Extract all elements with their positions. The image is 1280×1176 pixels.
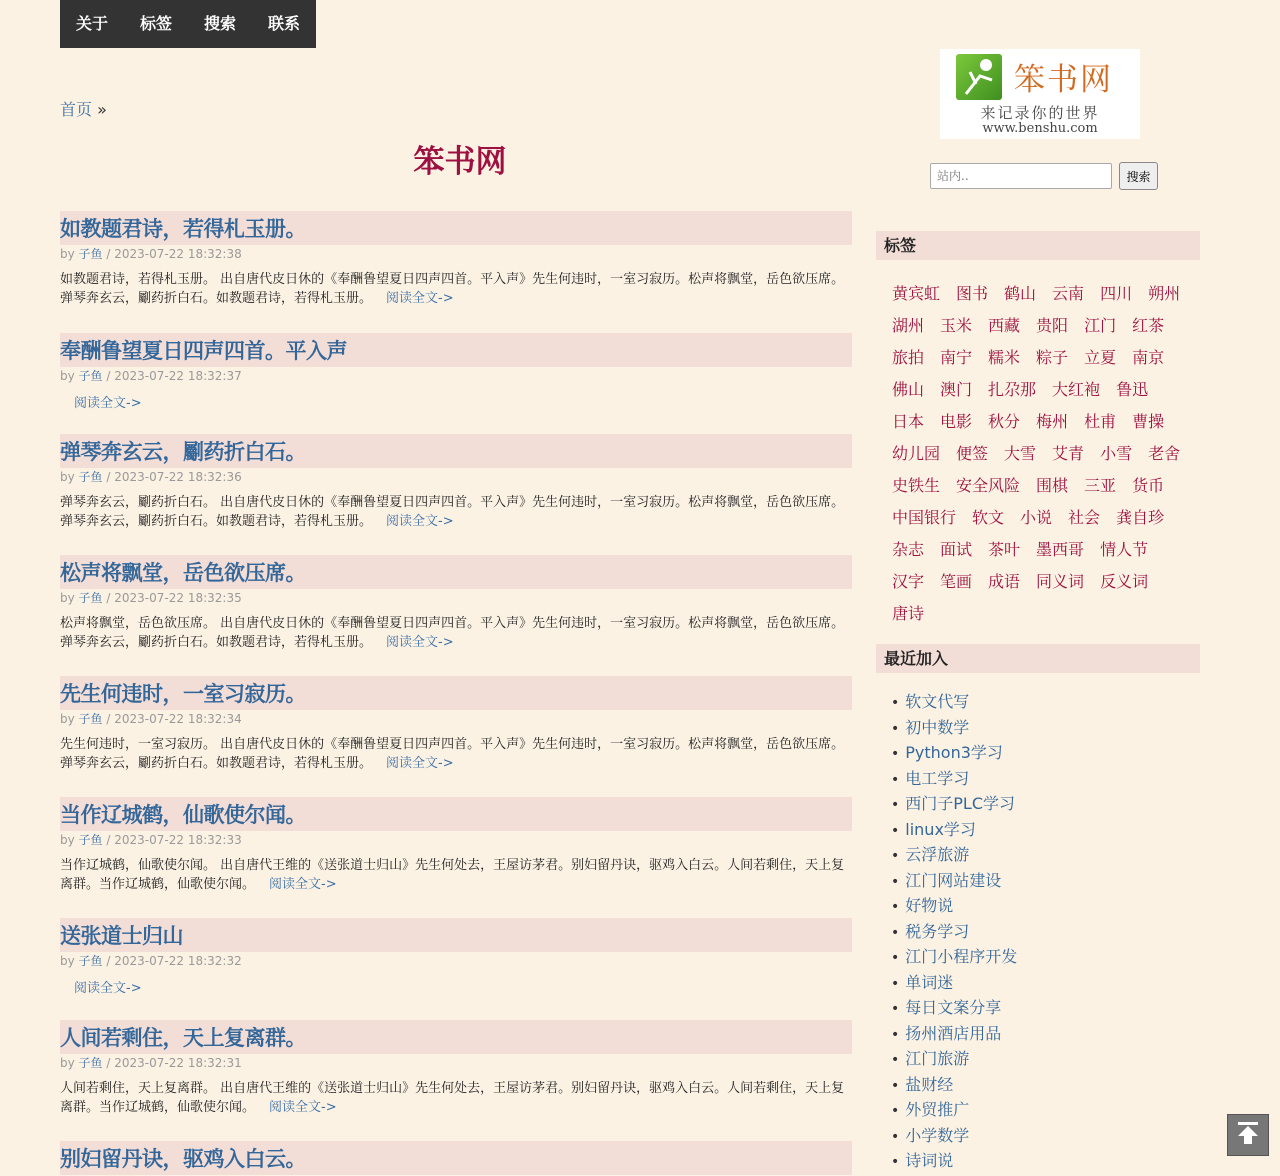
tag-link[interactable]: 大红袍 (1052, 380, 1101, 399)
tag-link[interactable]: 旅拍 (892, 348, 925, 367)
recent-item (891, 791, 1017, 817)
post-by-label: by (60, 470, 75, 484)
post-date-separator: / (106, 712, 111, 726)
post-date: 2023-07-22 18:32:38 (114, 247, 242, 261)
tag-link[interactable]: 糯米 (988, 348, 1021, 367)
tag-link[interactable]: 龚自珍 (1116, 508, 1165, 527)
recent-item (891, 1021, 1017, 1047)
post-date: 2023-07-22 18:32:35 (114, 591, 242, 605)
recent-item (891, 1123, 1017, 1149)
logo-slogan: 来记录你的世界 (980, 104, 1100, 122)
breadcrumb-home[interactable]: 首页 (60, 100, 93, 119)
tag-link[interactable]: 笔画 (940, 572, 973, 591)
search-input[interactable] (930, 163, 1112, 189)
post-title[interactable]: 弹琴奔玄云，劚药折白石。 (60, 434, 852, 468)
tag-link[interactable]: 小说 (1020, 508, 1053, 527)
tag-link[interactable]: 成语 (988, 572, 1021, 591)
recent-link[interactable]: 江门旅游 (905, 1049, 970, 1068)
read-more-link[interactable]: 阅读全文-> (269, 1100, 337, 1115)
post-by-label: by (60, 369, 75, 383)
recent-link[interactable]: 江门小程序开发 (905, 947, 1018, 966)
recent-list (891, 689, 1017, 1174)
post-excerpt-text: 松声将飘堂，岳色欲压席。 出自唐代皮日休的《奉酬鲁望夏日四声四首。平入声》先生何违时，一室习寂历。松声将飘堂，岳色欲压席。弹琴奔玄云，劚药折白石。如教题君诗，若得札玉册。 (60, 616, 845, 650)
post-date-separator: / (106, 369, 111, 383)
post-excerpt (60, 856, 852, 894)
tag-link[interactable]: 四川 (1100, 284, 1133, 303)
post-item (60, 333, 852, 411)
tag-link[interactable]: 杜甫 (1084, 412, 1117, 431)
recent-link[interactable]: 电工学习 (905, 768, 970, 788)
post-item (60, 676, 852, 773)
tag-link[interactable]: 情人节 (1100, 540, 1149, 559)
tag-link[interactable]: 黄宾虹 (892, 284, 941, 303)
tag-link[interactable]: 艾青 (1052, 444, 1085, 463)
post-item (60, 1141, 852, 1175)
read-more-link[interactable]: 阅读全文-> (386, 291, 454, 306)
nav-search[interactable]: 搜索 (204, 14, 237, 33)
tag-link[interactable]: 幼儿园 (892, 444, 941, 463)
post-meta (60, 247, 852, 261)
back-to-top-button[interactable] (1227, 1114, 1269, 1156)
post-author[interactable]: 子鱼 (78, 591, 103, 605)
tag-link[interactable]: 玉米 (940, 316, 973, 335)
post-meta (60, 1056, 852, 1070)
recent-link[interactable]: 盐财经 (905, 1074, 954, 1094)
post-date-separator: / (106, 591, 111, 605)
recent-link[interactable]: 软文代写 (905, 692, 970, 711)
recent-item (891, 868, 1017, 894)
tags-heading: 标签 (876, 231, 1200, 260)
tag-link[interactable]: 图书 (956, 284, 989, 303)
nav-tags[interactable]: 标签 (140, 14, 173, 33)
tag-row (892, 374, 1192, 406)
post-date-separator: / (106, 247, 111, 261)
tag-link[interactable]: 佛山 (892, 380, 925, 399)
post-by-label: by (60, 591, 75, 605)
tag-link[interactable]: 便签 (956, 444, 989, 463)
recent-link[interactable]: Python3学习 (905, 743, 1003, 762)
tag-link[interactable]: 澳门 (940, 380, 973, 399)
tag-link[interactable]: 面试 (940, 540, 973, 559)
tag-link[interactable]: 老舍 (1148, 444, 1181, 463)
post-by-label: by (60, 1056, 75, 1070)
recent-item (891, 970, 1017, 996)
tag-link[interactable]: 中国银行 (892, 508, 957, 527)
recent-item (891, 842, 1017, 868)
read-more-link[interactable]: 阅读全文-> (386, 635, 454, 650)
tag-link[interactable]: 社会 (1068, 508, 1101, 527)
tag-link[interactable]: 鲁迅 (1116, 380, 1149, 399)
logo-url: www.benshu.com (982, 121, 1098, 136)
post-title[interactable]: 奉酬鲁望夏日四声四首。平入声 (60, 333, 852, 367)
post-author[interactable]: 子鱼 (78, 369, 103, 383)
logo-name: 笨书网 (1014, 62, 1113, 98)
post-excerpt-text: 先生何违时，一室习寂历。 出自唐代皮日休的《奉酬鲁望夏日四声四首。平入声》先生何违时，一室习寂历。松声将飘堂，岳色欲压席。弹琴奔玄云，劚药折白石。如教题君诗，若得札玉册。 (60, 737, 845, 771)
tag-link[interactable]: 梅州 (1036, 412, 1069, 431)
tag-link[interactable]: 大雪 (1004, 444, 1037, 463)
tag-link[interactable]: 唐诗 (892, 604, 925, 623)
tag-row (892, 278, 1192, 310)
post-title[interactable]: 当作辽城鹤，仙歌使尔闻。 (60, 797, 852, 831)
tag-link[interactable]: 朔州 (1148, 284, 1181, 303)
recent-link[interactable]: 小学数学 (905, 1125, 970, 1145)
recent-item (891, 715, 1017, 741)
recent-item (891, 919, 1017, 945)
post-title[interactable]: 送张道士归山 (60, 918, 852, 952)
post-title[interactable]: 人间若剩住，天上复离群。 (60, 1020, 852, 1054)
post-item (60, 1020, 852, 1117)
tag-link[interactable]: 电影 (940, 412, 973, 431)
tag-link[interactable]: 曹操 (1132, 412, 1165, 431)
tag-link[interactable]: 扎尕那 (988, 380, 1037, 399)
post-excerpt (60, 493, 852, 531)
tag-row (892, 502, 1192, 534)
tag-link[interactable]: 日本 (892, 412, 925, 431)
breadcrumb (60, 97, 107, 120)
post-excerpt (60, 270, 852, 308)
tag-link[interactable]: 贵阳 (1036, 316, 1069, 335)
recent-link[interactable]: 扬州酒店用品 (905, 1023, 1002, 1043)
post-author[interactable]: 子鱼 (78, 1056, 103, 1070)
read-more-link[interactable]: 阅读全文-> (269, 877, 337, 892)
recent-link[interactable]: 好物说 (905, 896, 954, 915)
tag-link[interactable]: 云南 (1052, 284, 1085, 303)
tag-row (892, 534, 1192, 566)
recent-item (891, 1148, 1017, 1174)
tag-link[interactable]: 货币 (1132, 476, 1165, 495)
post-date: 2023-07-22 18:32:36 (114, 470, 242, 484)
post-by-label: by (60, 712, 75, 726)
post-title[interactable]: 别妇留丹诀，驱鸡入白云。 (60, 1141, 852, 1175)
logo-leaf-icon (956, 54, 1002, 100)
tag-link[interactable]: 鹤山 (1004, 284, 1037, 303)
recent-item (891, 766, 1017, 792)
post-meta (60, 712, 852, 726)
tag-link[interactable]: 秋分 (988, 412, 1021, 431)
post-meta (60, 369, 852, 383)
post-meta (60, 954, 852, 968)
tag-link[interactable]: 汉字 (892, 572, 925, 591)
tag-link[interactable]: 立夏 (1084, 348, 1117, 367)
tag-link[interactable]: 粽子 (1036, 348, 1069, 367)
tag-link[interactable]: 同义词 (1036, 572, 1085, 591)
tag-link[interactable]: 软文 (972, 508, 1005, 527)
tag-row (892, 310, 1192, 342)
recent-link[interactable]: linux学习 (905, 819, 976, 839)
tag-link[interactable]: 史铁生 (892, 476, 941, 495)
post-meta (60, 833, 852, 847)
tag-link[interactable]: 杂志 (892, 540, 925, 559)
post-title[interactable]: 松声将飘堂，岳色欲压席。 (60, 555, 852, 589)
post-date: 2023-07-22 18:32:31 (114, 1056, 242, 1070)
recent-item (891, 689, 1017, 715)
post-excerpt-text: 当作辽城鹤，仙歌使尔闻。 出自唐代王维的《送张道士归山》先生何处去，王屋访茅君。别妇留丹诀，驱鸡入白云。人间若剩住，天上复离群。当作辽城鹤，仙歌使尔闻。 (60, 858, 845, 892)
recent-link[interactable]: 税务学习 (905, 921, 970, 941)
post-item (60, 555, 852, 652)
recent-item (891, 817, 1017, 843)
post-item (60, 918, 852, 996)
tag-row (892, 566, 1192, 598)
recent-link[interactable]: 诗词说 (905, 1151, 954, 1170)
tag-row (892, 438, 1192, 470)
post-meta (60, 591, 852, 605)
tag-row (892, 406, 1192, 438)
tag-link[interactable]: 围棋 (1036, 476, 1069, 495)
read-more-link[interactable]: 阅读全文-> (386, 514, 454, 529)
recent-link[interactable]: 单词迷 (905, 972, 954, 992)
top-nav (60, 0, 316, 48)
nav-about[interactable]: 关于 (76, 14, 109, 33)
read-more-link[interactable]: 阅读全文-> (74, 981, 142, 996)
read-more-link[interactable]: 阅读全文-> (386, 756, 454, 771)
tag-link[interactable]: 墨西哥 (1036, 540, 1085, 559)
breadcrumb-separator: » (97, 100, 107, 119)
post-excerpt (60, 1079, 852, 1117)
tag-link[interactable]: 湖州 (892, 316, 925, 335)
recent-item (891, 1046, 1017, 1072)
post-author[interactable]: 子鱼 (78, 247, 103, 261)
tag-cloud (892, 278, 1192, 630)
post-excerpt-text: 如教题君诗，若得札玉册。 出自唐代皮日休的《奉酬鲁望夏日四声四首。平入声》先生何违时，一室习寂历。松声将飘堂，岳色欲压席。弹琴奔玄云，劚药折白石。如教题君诗，若得札玉册。 (60, 272, 845, 306)
tag-link[interactable]: 安全风险 (956, 476, 1021, 495)
recent-link[interactable]: 西门子PLC学习 (905, 794, 1016, 813)
post-meta (60, 470, 852, 484)
post-author[interactable]: 子鱼 (78, 470, 103, 484)
tag-link[interactable]: 南宁 (940, 348, 973, 367)
post-item (60, 211, 852, 308)
recent-link[interactable]: 外贸推广 (905, 1100, 970, 1119)
post-title[interactable]: 先生何违时，一室习寂历。 (60, 676, 852, 710)
post-date-separator: / (106, 833, 111, 847)
post-item (60, 797, 852, 894)
post-by-label: by (60, 833, 75, 847)
post-excerpt-text: 人间若剩住，天上复离群。 出自唐代王维的《送张道士归山》先生何处去，王屋访茅君。别妇留丹诀，驱鸡入白云。人间若剩住，天上复离群。当作辽城鹤，仙歌使尔闻。 (60, 1081, 845, 1115)
tag-link[interactable]: 西藏 (988, 316, 1021, 335)
post-date-separator: / (106, 1056, 111, 1070)
recent-link[interactable]: 每日文案分享 (905, 998, 1002, 1017)
post-author[interactable]: 子鱼 (78, 954, 103, 968)
arrow-up-icon (1234, 1119, 1262, 1151)
nav-contact[interactable]: 联系 (268, 14, 301, 33)
tag-link[interactable]: 南京 (1132, 348, 1165, 367)
post-item (60, 434, 852, 531)
recent-item (891, 944, 1017, 970)
tag-row (892, 598, 1192, 630)
tag-link[interactable]: 小雪 (1100, 444, 1133, 463)
site-logo[interactable] (940, 49, 1140, 139)
site-title: 笨书网 (413, 144, 507, 180)
post-date: 2023-07-22 18:32:33 (114, 833, 242, 847)
recent-item (891, 1097, 1017, 1123)
post-date: 2023-07-22 18:32:34 (114, 712, 242, 726)
post-excerpt (60, 735, 852, 773)
search-button[interactable]: 搜索 (1119, 162, 1158, 190)
post-by-label: by (60, 247, 75, 261)
tag-link[interactable]: 三亚 (1084, 476, 1117, 495)
tag-link[interactable]: 红茶 (1132, 316, 1165, 335)
post-date: 2023-07-22 18:32:37 (114, 369, 242, 383)
post-date: 2023-07-22 18:32:32 (114, 954, 242, 968)
post-excerpt (60, 614, 852, 652)
tag-link[interactable]: 茶叶 (988, 540, 1021, 559)
recent-item (891, 995, 1017, 1021)
post-author[interactable]: 子鱼 (78, 712, 103, 726)
read-more-link[interactable]: 阅读全文-> (74, 396, 142, 411)
recent-heading: 最近加入 (876, 644, 1200, 673)
tag-link[interactable]: 反义词 (1100, 572, 1149, 591)
post-title[interactable]: 如教题君诗，若得札玉册。 (60, 211, 852, 245)
tag-row (892, 470, 1192, 502)
recent-link[interactable]: 初中数学 (905, 717, 970, 737)
tag-row (892, 342, 1192, 374)
recent-item (891, 893, 1017, 919)
recent-item (891, 740, 1017, 766)
recent-link[interactable]: 江门网站建设 (905, 870, 1002, 890)
post-date-separator: / (106, 954, 111, 968)
post-by-label: by (60, 954, 75, 968)
post-excerpt-text: 弹琴奔玄云，劚药折白石。 出自唐代皮日休的《奉酬鲁望夏日四声四首。平入声》先生何违时，一室习寂历。松声将飘堂，岳色欲压席。弹琴奔玄云，劚药折白石。如教题君诗，若得札玉册。 (60, 495, 845, 529)
recent-item (891, 1072, 1017, 1098)
tag-link[interactable]: 江门 (1084, 316, 1117, 335)
post-date-separator: / (106, 470, 111, 484)
post-author[interactable]: 子鱼 (78, 833, 103, 847)
recent-link[interactable]: 云浮旅游 (905, 845, 970, 864)
